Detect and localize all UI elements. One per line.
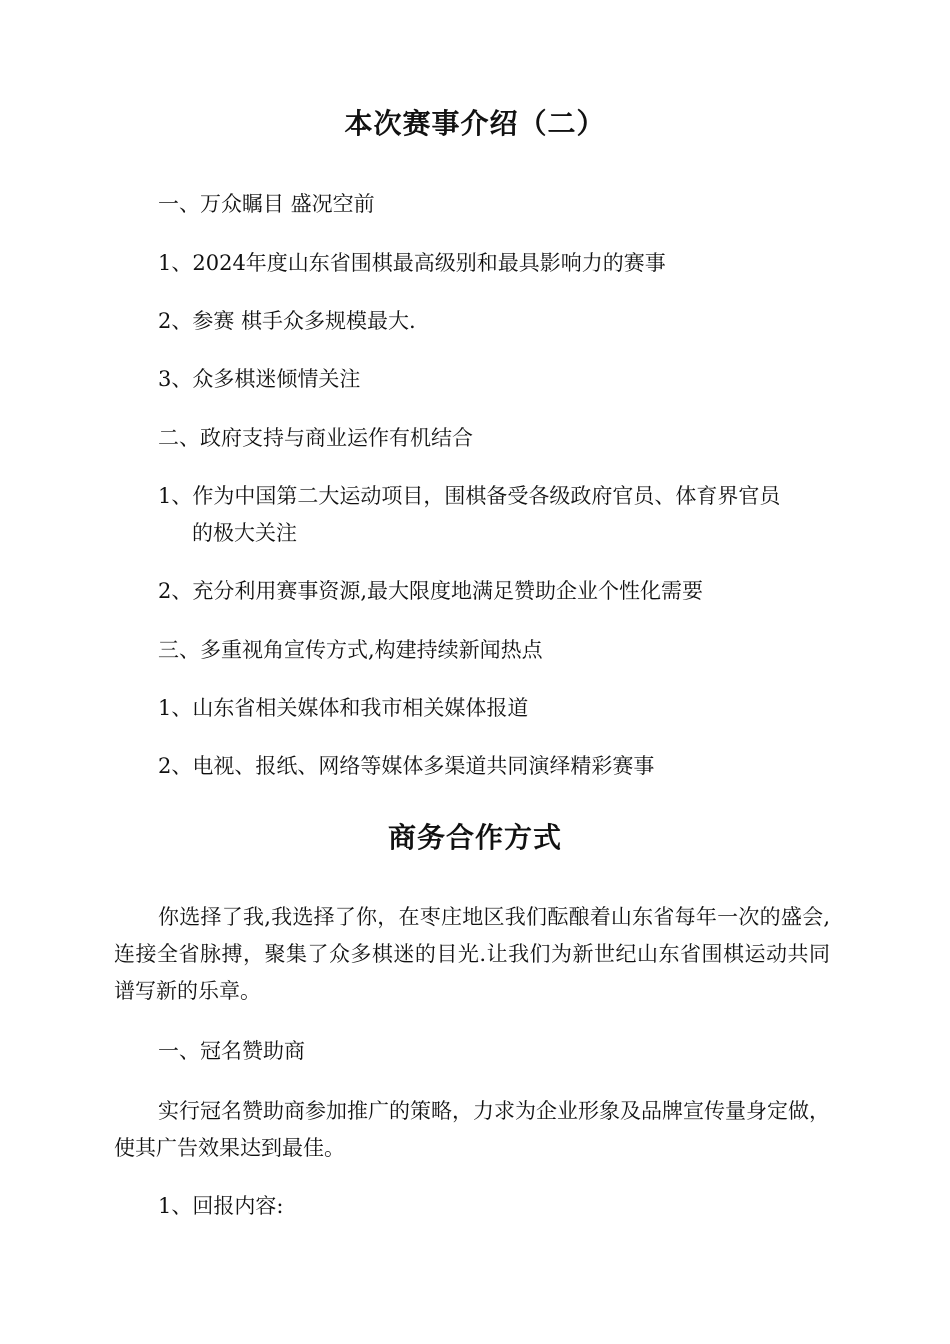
list-item-continuation: 的极大关注 xyxy=(192,521,297,545)
list-item: 1、2024年度山东省围棋最高级别和最具影响力的赛事 xyxy=(158,251,666,275)
list-item: 2、电视、报纸、网络等媒体多渠道共同演绎精彩赛事 xyxy=(158,754,655,778)
section-title-event-intro: 本次赛事介绍（二） xyxy=(344,107,606,140)
list-item: 1、作为中国第二大运动项目，围棋备受各级政府官员、体育界官员 xyxy=(158,484,781,508)
heading-item-1: 一、万众瞩目 盛况空前 xyxy=(158,192,375,216)
intro-paragraph: 你选择了我,我选择了你，在枣庄地区我们酝酿着山东省每年一次的盛会,连接全省脉搏，聚集了众多棋迷的目光.让我们为新世纪山东省围棋运动共同谱写新的乐章。 xyxy=(114,905,830,1003)
sponsor-heading: 一、冠名赞助商 xyxy=(158,1039,305,1063)
section-title-business-cooperation: 商务合作方式 xyxy=(387,821,562,854)
list-item: 1、山东省相关媒体和我市相关媒体报道 xyxy=(158,696,529,720)
heading-item-3: 三、多重视角宣传方式,构建持续新闻热点 xyxy=(158,638,543,662)
list-item: 3、众多棋迷倾情关注 xyxy=(158,367,361,391)
sponsor-description: 实行冠名赞助商参加推广的策略，力求为企业形象及品牌宣传量身定做，使其广告效果达到最佳。 xyxy=(114,1099,830,1160)
return-heading: 1、回报内容: xyxy=(158,1194,284,1218)
heading-item-2: 二、政府支持与商业运作有机结合 xyxy=(158,426,473,450)
list-item: 2、参赛 棋手众多规模最大. xyxy=(158,309,416,333)
list-item: 2、充分利用赛事资源,最大限度地满足赞助企业个性化需要 xyxy=(158,579,704,603)
